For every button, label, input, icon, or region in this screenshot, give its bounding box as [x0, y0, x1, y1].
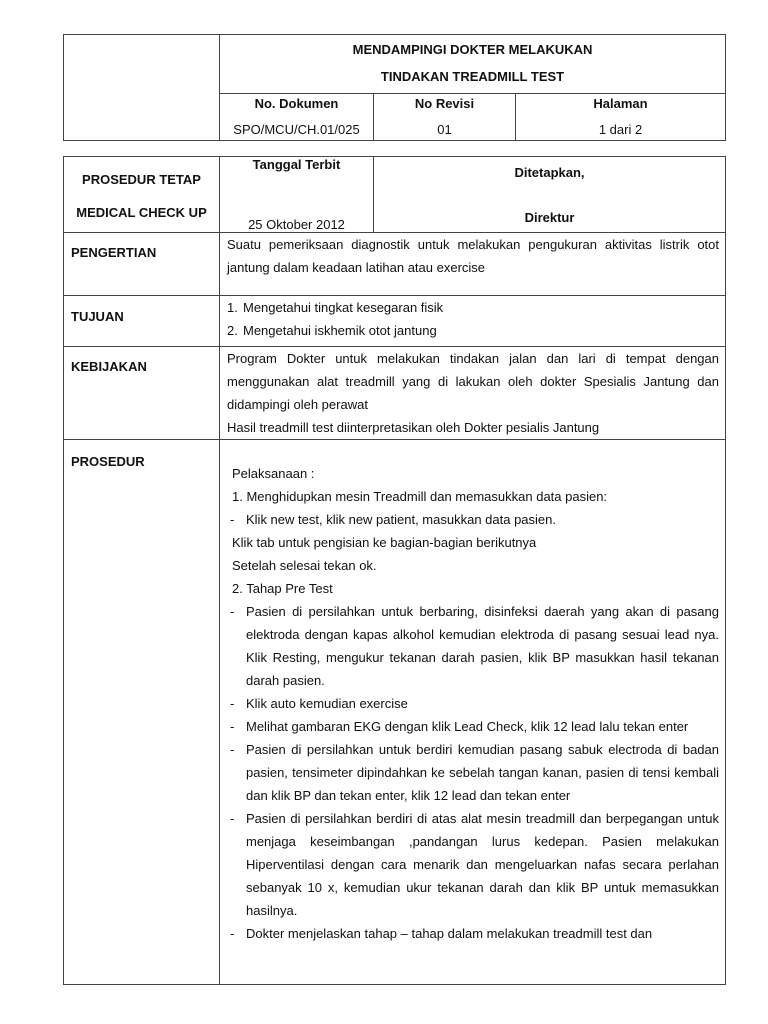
document-sheet [63, 34, 725, 985]
prosedur-tetap-label: PROSEDUR TETAP [82, 172, 201, 187]
dash-bullet: - [230, 696, 235, 711]
prosedur-content [220, 440, 726, 985]
no-dokumen-cell [220, 94, 374, 141]
kebijakan-label: KEBIJAKAN [71, 359, 147, 374]
list-item-number: 2. [227, 323, 238, 338]
ditetapkan-label: Ditetapkan, [514, 165, 585, 180]
list-item-text: Mengetahui iskhemik otot jantung [243, 323, 437, 338]
halaman-label: Halaman [593, 96, 648, 111]
list-item-text: Klik new test, klik new patient, masukkan data pasien. [246, 512, 556, 527]
tanggal-terbit-cell [220, 157, 374, 233]
list-item [227, 319, 719, 342]
kebijakan-text-1: Program Dokter untuk melakukan tindakan jalan dan lari di tempat dengan menggunakan alat treadmill yang di lakukan oleh dokter Spesialis Jantung dan didampingi oleh perawat [227, 351, 719, 412]
halaman-cell [516, 94, 726, 141]
tanggal-terbit-value: 25 Oktober 2012 [248, 217, 345, 232]
no-revisi-value: 01 [437, 122, 452, 137]
list-item [226, 807, 719, 922]
ditetapkan-cell [374, 157, 726, 233]
list-item [227, 296, 719, 319]
dash-bullet: - [230, 742, 235, 757]
tujuan-label: TUJUAN [71, 309, 124, 324]
pengertian-content [220, 233, 726, 296]
list-item-text: Melihat gambaran EKG dengan klik Lead Check, klik 12 lead lalu tekan enter [246, 719, 689, 734]
header-table [63, 34, 726, 141]
tanggal-terbit-label: Tanggal Terbit [252, 157, 341, 172]
medical-check-up-label: MEDICAL CHECK UP [76, 205, 207, 220]
dash-bullet: - [230, 604, 235, 619]
dash-bullet: - [230, 719, 235, 734]
list-item-number: 1. [227, 300, 238, 315]
dash-bullet: - [230, 512, 235, 527]
no-revisi-label: No Revisi [414, 96, 475, 111]
step-2-heading: 2. Tahap Pre Test [232, 581, 333, 596]
list-item-text: Pasien di persilahkan untuk berdiri kemudian pasang sabuk electroda di badan pasien, tensimeter dipindahkan ke sebelah tangan kanan, pasien di tensi kembali dan klik BP dan tekan enter, klik 12 lead dan tekan enter [246, 742, 719, 803]
pengertian-label: PENGERTIAN [71, 245, 157, 260]
dash-bullet: - [230, 926, 235, 941]
kebijakan-label-cell [64, 347, 220, 440]
list-item [226, 715, 719, 738]
pelaksanaan-heading: Pelaksanaan : [232, 466, 315, 481]
tujuan-list [227, 296, 719, 342]
no-dokumen-value: SPO/MCU/CH.01/025 [233, 122, 360, 137]
list-item [226, 692, 719, 715]
prosedur-label: PROSEDUR [71, 454, 145, 469]
procedure-table [63, 156, 726, 985]
document-title [220, 35, 726, 94]
halaman-value: 1 dari 2 [598, 122, 643, 137]
list-item-text: Dokter menjelaskan tahap – tahap dalam melakukan treadmill test dan [246, 926, 653, 941]
direktur-label: Direktur [524, 210, 575, 225]
list-item-text: Klik auto kemudian exercise [246, 696, 408, 711]
list-item [226, 738, 719, 807]
tujuan-content [220, 296, 726, 347]
tujuan-label-cell [64, 296, 220, 347]
no-revisi-cell [374, 94, 516, 141]
list-item-text: Pasien di persilahkan untuk berbaring, disinfeksi daerah yang akan di pasang elektroda dengan kapas alkohol kemudian elektroda di pasang sesuai lead nya. Klik Resting, mengukur tekanan darah pasien, klik BP masukkan hasil tekanan darah pasien. [246, 604, 719, 688]
pengertian-text: Suatu pemeriksaan diagnostik untuk melakukan pengukuran aktivitas listrik otot jantung dalam keadaan latihan atau exercise [227, 237, 719, 275]
prosedur-label-cell [64, 440, 220, 985]
list-item-text: Mengetahui tingkat kesegaran fisik [243, 300, 444, 315]
no-dokumen-label: No. Dokumen [254, 96, 339, 111]
list-item [226, 600, 719, 692]
kebijakan-content [220, 347, 726, 440]
step-1-note-2: Setelah selesai tekan ok. [232, 558, 377, 573]
logo-cell [64, 35, 220, 141]
step-1-note-1: Klik tab untuk pengisian ke bagian-bagian berikutnya [232, 535, 537, 550]
step-1-heading: 1. Menghidupkan mesin Treadmill dan memasukkan data pasien: [232, 489, 608, 504]
pengertian-label-cell [64, 233, 220, 296]
prosedur-tetap-cell [64, 157, 220, 233]
dash-bullet: - [230, 811, 235, 826]
table-gap [63, 141, 725, 156]
title-line-2: TINDAKAN TREADMILL TEST [380, 69, 565, 84]
list-item [226, 922, 719, 945]
title-line-1: MENDAMPINGI DOKTER MELAKUKAN [352, 42, 593, 57]
list-item [226, 508, 719, 531]
list-item-text: Pasien di persilahkan berdiri di atas alat mesin treadmill dan berpegangan untuk menjaga keseimbangan ,pandangan lurus kedepan. Pasien melakukan Hiperventilasi dengan cara menarik dan mengeluarkan nafas secara perlahan sebanyak 10 x, kemudian ukur tekanan darah dan klik BP untuk memasukkan hasilnya. [246, 811, 719, 918]
kebijakan-text-2: Hasil treadmill test diinterpretasikan oleh Dokter pesialis Jantung [227, 420, 600, 435]
